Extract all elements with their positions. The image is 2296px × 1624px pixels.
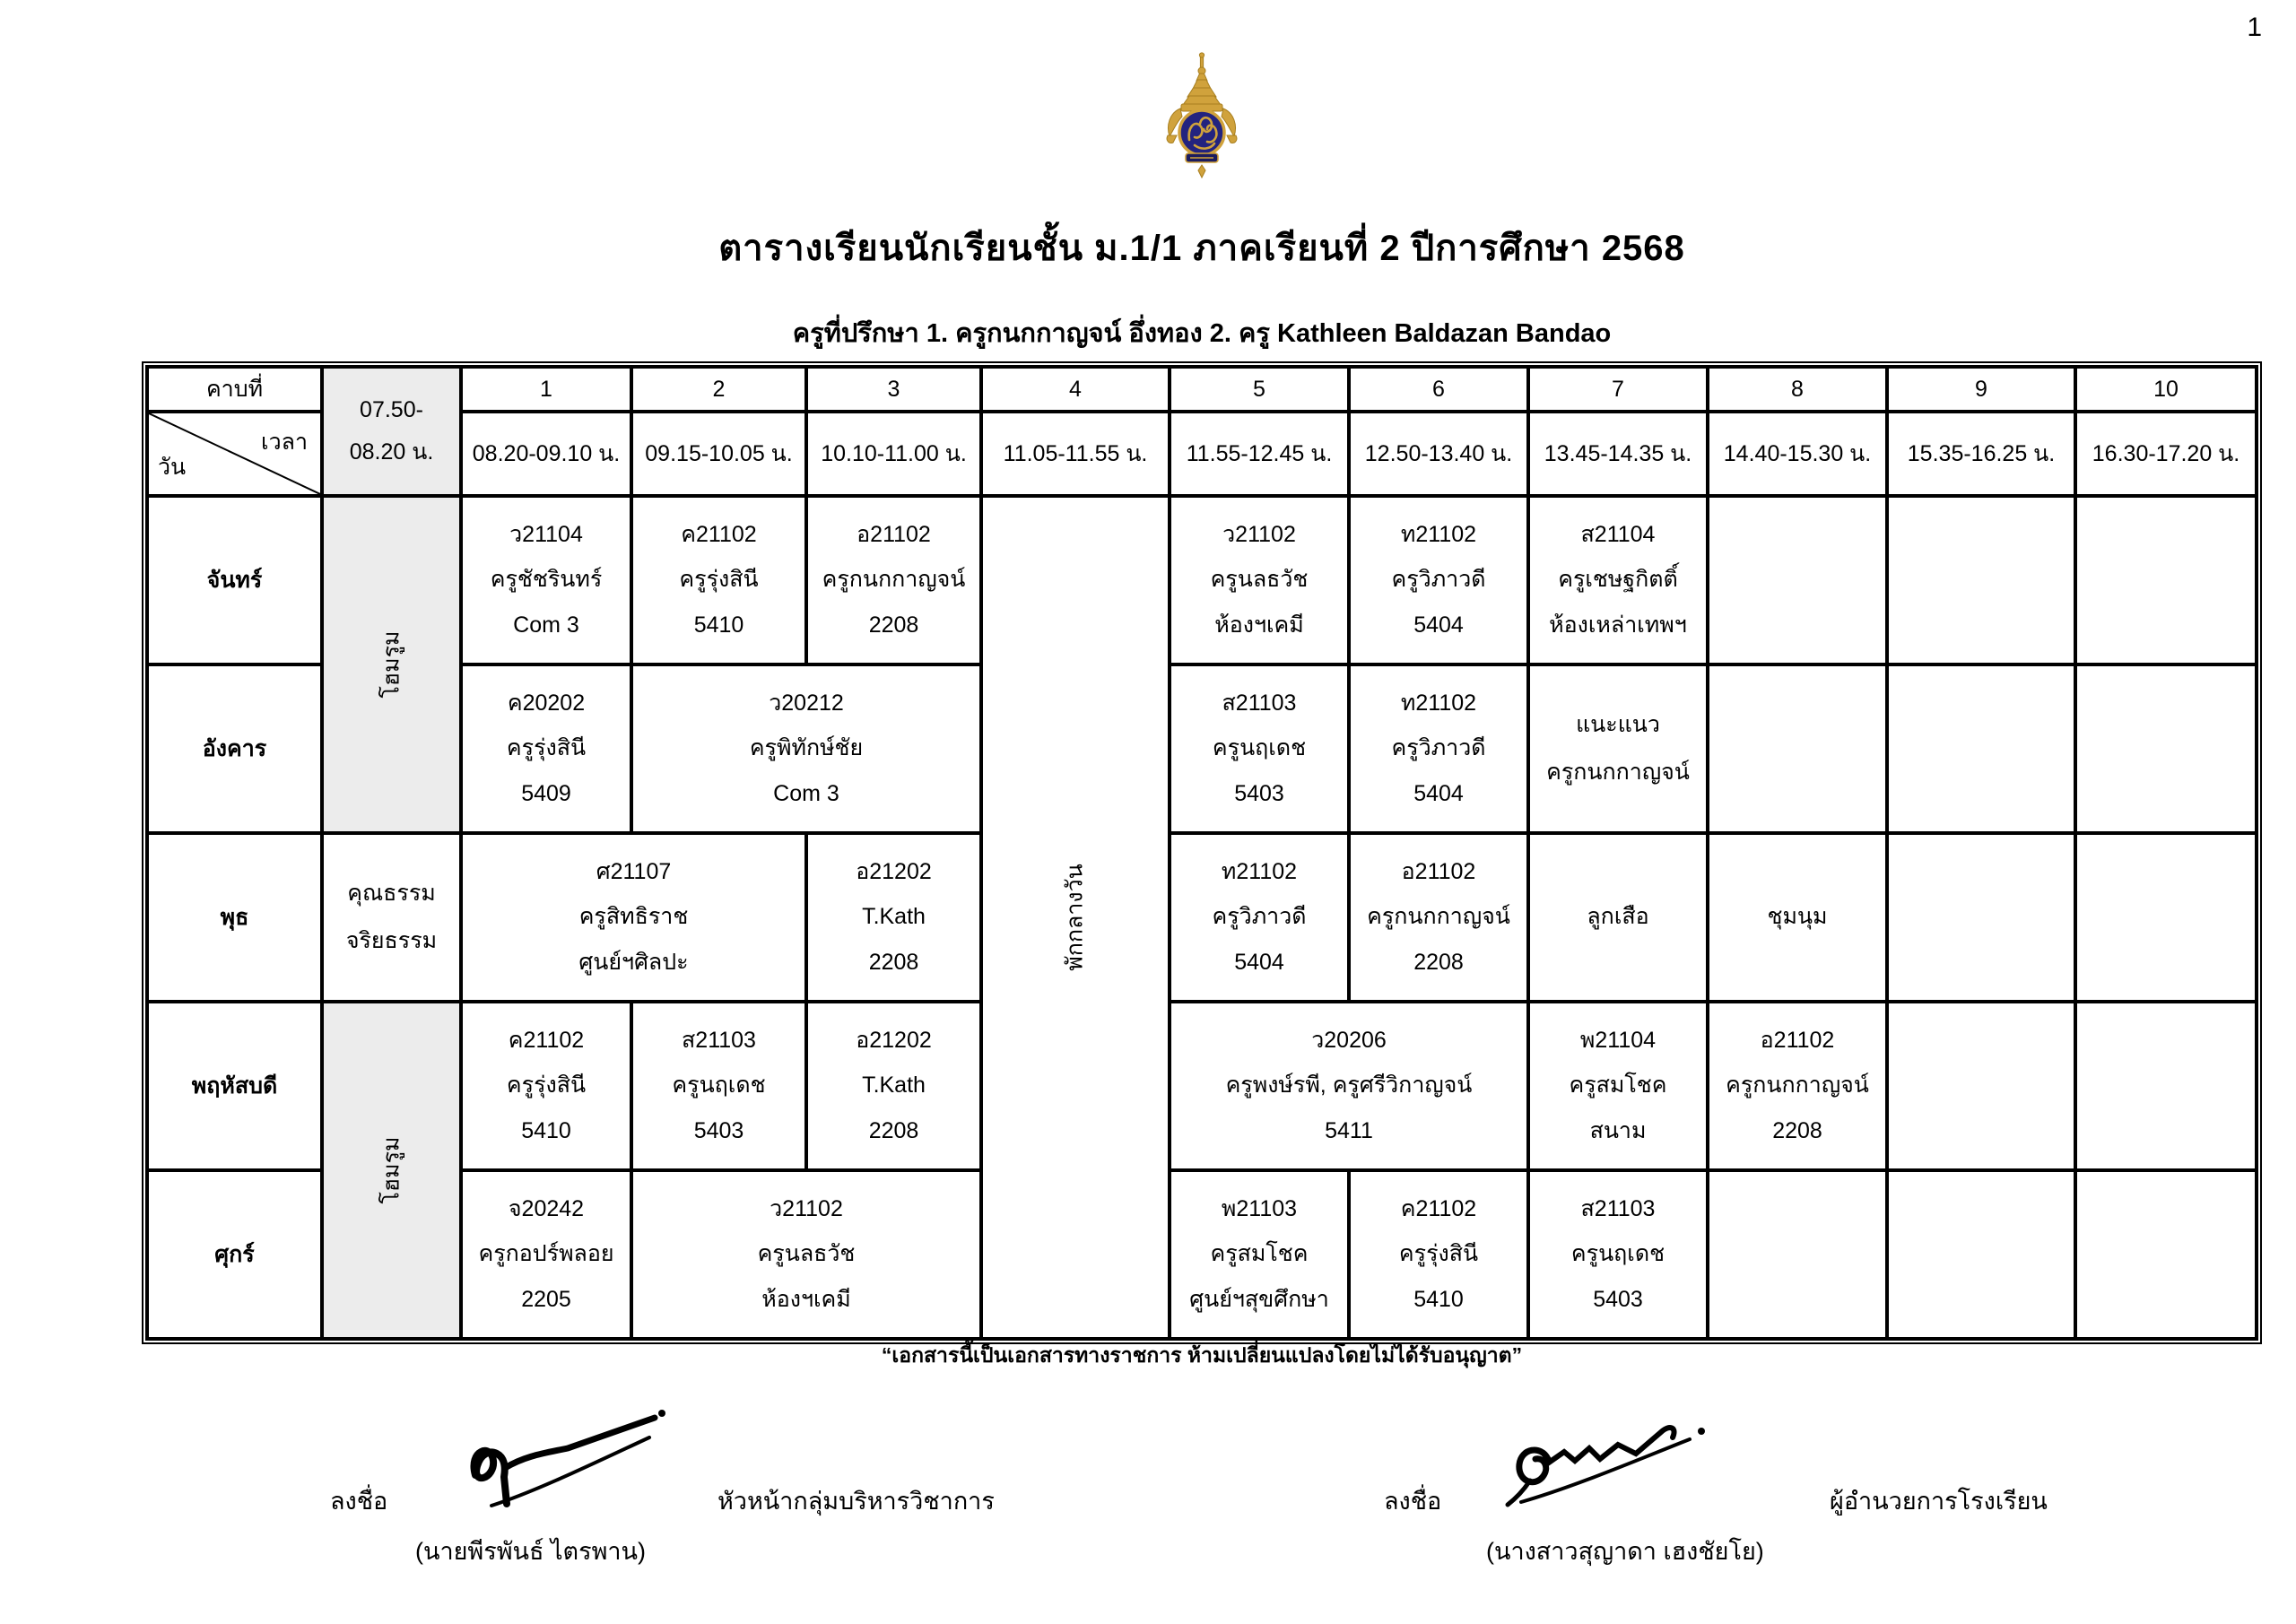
cell-tue-p1: ค20202 ครูรุ่งสินี 5409 (461, 664, 631, 833)
day-label-monday: จันทร์ (147, 496, 322, 664)
empty-cell (1708, 1170, 1887, 1339)
cell-wed-p8: ชุมนุม (1708, 833, 1887, 1002)
period-number-9: 9 (1887, 367, 2075, 412)
day-label-thursday: พฤหัสบดี (147, 1002, 322, 1170)
empty-cell (1887, 496, 2075, 664)
cell-wed-p6: อ21102 ครูกนกกาญจน์ 2208 (1349, 833, 1528, 1002)
cell-mon-p7: ส21104 ครูเชษฐกิตติ์ ห้องเหล่าเทพฯ (1528, 496, 1708, 664)
empty-cell (1887, 664, 2075, 833)
period-time-6: 12.50-13.40 น. (1349, 412, 1528, 496)
cell-fri-p5: พ21103 ครูสมโชค ศูนย์ฯสุขศึกษา (1170, 1170, 1349, 1339)
period-time-2: 09.15-10.05 น. (631, 412, 806, 496)
sign-label-right: ลงชื่อ (1384, 1488, 1442, 1515)
cell-thu-p2: ส21103 ครูนฤเดช 5403 (631, 1002, 806, 1170)
cell-thu-p5-p6: ว20206 ครูพงษ์รพี, ครูศรีวิกาญจน์ 5411 (1170, 1002, 1528, 1170)
empty-cell (2075, 496, 2257, 664)
row-wednesday (147, 833, 2257, 1002)
period-number-2: 2 (631, 367, 806, 412)
period-time-1: 08.20-09.10 น. (461, 412, 631, 496)
empty-cell (1708, 496, 1887, 664)
cell-thu-p7: พ21104 ครูสมโชค สนาม (1528, 1002, 1708, 1170)
homeroom-time-cell: 07.50- 08.20 น. (322, 367, 461, 496)
row-thursday (147, 1002, 2257, 1170)
period-number-8: 8 (1708, 367, 1887, 412)
cell-fri-p6: ค21102 ครูรุ่งสินี 5410 (1349, 1170, 1528, 1339)
empty-cell (1887, 833, 2075, 1002)
empty-cell (2075, 1170, 2257, 1339)
period-time-8: 14.40-15.30 น. (1708, 412, 1887, 496)
cell-fri-p2-p3: ว21102 ครูนลธวัช ห้องฯเคมี (631, 1170, 981, 1339)
cell-thu-p3: อ21202 T.Kath 2208 (806, 1002, 981, 1170)
period-time-10: 16.30-17.20 น. (2075, 412, 2257, 496)
page-title: ตารางเรียนนักเรียนชั้น ม.1/1 ภาคเรียนที่ 2 ปีการศึกษา 2568 (718, 229, 1685, 268)
cell-tue-p5: ส21103 ครูนฤเดช 5403 (1170, 664, 1349, 833)
period-number-4: 4 (981, 367, 1170, 412)
row-monday (147, 496, 2257, 664)
document-header (144, 52, 2260, 353)
period-number-5: 5 (1170, 367, 1349, 412)
cell-tue-p2-p3: ว20212 ครูพิทักษ์ชัย Com 3 (631, 664, 981, 833)
advisors-line: ครูที่ปรึกษา 1. ครูกนกกาญจน์ อึ่งทอง 2. ครู Kathleen Baldazan Bandao (792, 319, 1612, 348)
day-label-tuesday: อังคาร (147, 664, 322, 833)
row-tuesday (147, 664, 2257, 833)
cell-wed-p3: อ21202 T.Kath 2208 (806, 833, 981, 1002)
period-number-3: 3 (806, 367, 981, 412)
cell-wed-p7: ลูกเสือ (1528, 833, 1708, 1002)
row-friday (147, 1170, 2257, 1339)
cell-thu-p8: อ21102 ครูกนกกาญจน์ 2208 (1708, 1002, 1887, 1170)
empty-cell (1887, 1170, 2075, 1339)
page-number: 1 (2247, 13, 2262, 42)
signature-director (1478, 1412, 1743, 1518)
corner-time-label: เวลา (261, 430, 308, 455)
cell-fri-p1: จ20242 ครูกอปร์พลอย 2205 (461, 1170, 631, 1339)
day-label-friday: ศุกร์ (147, 1170, 322, 1339)
cell-mon-p1: ว21104 ครูชัชรินทร์ Com 3 (461, 496, 631, 664)
period-number-6: 6 (1349, 367, 1528, 412)
period-time-7: 13.45-14.35 น. (1528, 412, 1708, 496)
cell-thu-p1: ค21102 ครูรุ่งสินี 5410 (461, 1002, 631, 1170)
period-time-3: 10.10-11.00 น. (806, 412, 981, 496)
header-row-period-numbers (147, 367, 2257, 412)
signature-academic-head (420, 1403, 698, 1518)
period-time-9: 15.35-16.25 น. (1887, 412, 2075, 496)
empty-cell (2075, 1002, 2257, 1170)
corner-period-label: คาบที่ (147, 367, 322, 412)
period-number-7: 7 (1528, 367, 1708, 412)
corner-day-label: วัน (158, 455, 187, 480)
cell-mon-p3: อ21102 ครูกนกกาญจน์ 2208 (806, 496, 981, 664)
cell-tue-p7: แนะแนว ครูกนกกาญจน์ (1528, 664, 1708, 833)
cell-mon-p6: ท21102 ครูวิภาวดี 5404 (1349, 496, 1528, 664)
day-label-wednesday: พุธ (147, 833, 322, 1002)
timetable-frame (142, 361, 2262, 1344)
cell-mon-p5: ว21102 ครูนลธวัช ห้องฯเคมี (1170, 496, 1349, 664)
role-academic-head: หัวหน้ากลุ่มบริหารวิชาการ (718, 1488, 995, 1515)
cell-wed-p1-p2: ศ21107 ครูสิทธิราช ศูนย์ฯศิลปะ (461, 833, 806, 1002)
lunch-break-cell: พักกลางวัน (981, 496, 1170, 1339)
period-number-10: 10 (2075, 367, 2257, 412)
homeroom-cell-mon-tue: โฮมรูม (322, 496, 461, 833)
role-director: ผู้อำนวยการโรงเรียน (1830, 1488, 2048, 1515)
name-academic-head: (นายพีรพันธ์ ไตรพาน) (415, 1538, 646, 1565)
empty-cell (2075, 833, 2257, 1002)
cell-fri-p7: ส21103 ครูนฤเดช 5403 (1528, 1170, 1708, 1339)
period-time-4: 11.05-11.55 น. (981, 412, 1170, 496)
school-crest-logo (1152, 52, 1251, 195)
corner-day-time-cell (147, 412, 322, 496)
name-director: (นางสาวสุญาดา เฮงชัยโย) (1486, 1538, 1764, 1565)
empty-cell (2075, 664, 2257, 833)
empty-cell (1887, 1002, 2075, 1170)
homeroom-cell-wednesday: คุณธรรม จริยธรรม (322, 833, 461, 1002)
cell-mon-p2: ค21102 ครูรุ่งสินี 5410 (631, 496, 806, 664)
header-row-times (147, 412, 2257, 496)
timetable (145, 365, 2258, 1341)
period-number-1: 1 (461, 367, 631, 412)
sign-label-left: ลงชื่อ (330, 1488, 388, 1515)
cell-wed-p5: ท21102 ครูวิภาวดี 5404 (1170, 833, 1349, 1002)
cell-tue-p6: ท21102 ครูวิภาวดี 5404 (1349, 664, 1528, 833)
homeroom-cell-thu-fri: โฮมรูม (322, 1002, 461, 1339)
official-document-note: “เอกสารนี้เป็นเอกสารทางราชการ ห้ามเปลี่ยนแปลงโดยไม่ได้รับอนุญาต” (881, 1343, 1523, 1367)
empty-cell (1708, 664, 1887, 833)
period-time-5: 11.55-12.45 น. (1170, 412, 1349, 496)
